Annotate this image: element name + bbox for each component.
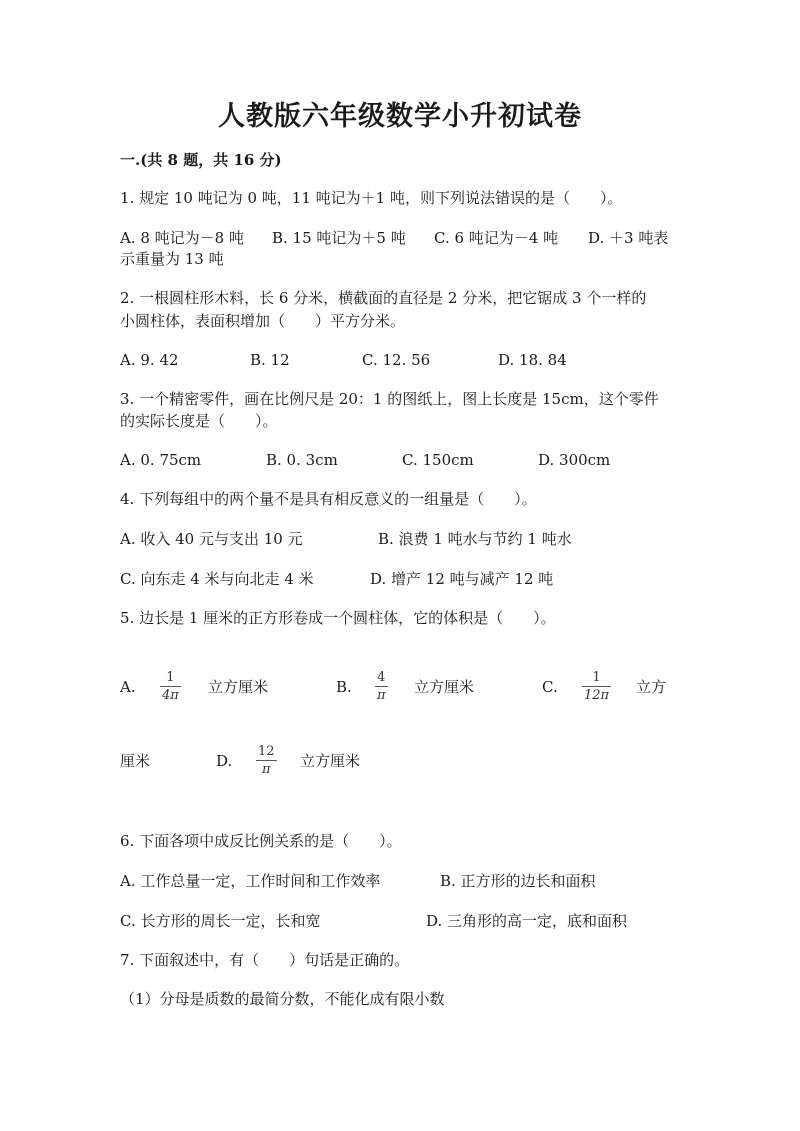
question-5-stem: 5. 边长是 1 厘米的正方形卷成一个圆柱体，它的体积是（ ）。 [120,609,556,627]
question-3-option-b: B. 0. 3cm [266,451,338,469]
fraction-denominator: 4π [162,688,179,703]
question-5-option-d-unit: 立方厘米 [300,752,361,770]
question-6-option-b: B. 正方形的边长和面积 [440,872,596,890]
question-2-option-b: B. 12 [250,351,290,369]
fraction-numerator: 1 [166,670,175,685]
question-4-option-d: D. 增产 12 吨与减产 12 吨 [370,570,554,588]
question-5-option-a-unit: 立方厘米 [208,678,269,696]
question-5-option-b-label: B. [336,678,352,696]
question-1-option-d-cont: 示重量为 13 吨 [120,250,224,268]
question-4-option-c: C. 向东走 4 米与向北走 4 米 [120,570,314,588]
question-4-stem: 4. 下列每组中的两个量不是具有相反意义的一组量是（ ）。 [120,490,537,508]
question-7-stem: 7. 下面叙述中，有（ ）句话是正确的。 [120,951,410,969]
question-6-option-c: C. 长方形的周长一定，长和宽 [120,912,321,930]
question-5-option-c-label: C. [542,678,558,696]
question-6-option-d: D. 三角形的高一定，底和面积 [426,912,628,930]
question-2-stem-line1: 2. 一根圆柱形木料，长 6 分米，横截面的直径是 2 分米，把它锯成 3 个一样的 [120,289,647,307]
fraction-numerator: 1 [592,670,601,685]
question-2-stem-line2: 小圆柱体，表面积增加（ ）平方分米。 [120,312,406,330]
question-6-option-a: A. 工作总量一定，工作时间和工作效率 [120,872,381,890]
question-1-stem: 1. 规定 10 吨记为 0 吨，11 吨记为＋1 吨，则下列说法错误的是（ ）。 [120,189,623,207]
question-5-option-c-fraction [582,670,611,704]
fraction-denominator: π [377,688,386,703]
question-3-option-a: A. 0. 75cm [120,451,202,469]
question-3-option-c: C. 150cm [402,451,474,469]
question-1-option-b: B. 15 吨记为＋5 吨 [272,229,406,247]
question-2-option-c: C. 12. 56 [362,351,431,369]
fraction-denominator: 12π [584,688,610,703]
question-4-option-a: A. 收入 40 元与支出 10 元 [120,530,303,548]
question-2-option-d: D. 18. 84 [498,351,567,369]
question-5-option-b-unit: 立方厘米 [414,678,475,696]
fraction-numerator: 4 [377,670,386,685]
question-7-statement-1: （1）分母是质数的最简分数，不能化成有限小数 [120,990,445,1008]
question-2-option-a: A. 9. 42 [120,351,179,369]
question-5-option-c-unit-cont: 厘米 [120,752,151,770]
question-3-stem-line1: 3. 一个精密零件，画在比例尺是 20：1 的图纸上，图上长度是 15cm，这个零件 [120,390,659,408]
question-5-option-b-fraction [375,670,388,704]
question-4-option-b: B. 浪费 1 吨水与节约 1 吨水 [378,530,572,548]
question-5-option-c-unit: 立方 [636,678,667,696]
question-5-option-d-fraction [256,744,277,778]
question-1-option-d: D. ＋3 吨表 [588,229,669,247]
page-title: 人教版六年级数学小升初试卷 [218,101,582,132]
fraction-denominator: π [262,762,271,777]
question-3-option-d: D. 300cm [538,451,611,469]
question-1-option-a: A. 8 吨记为－8 吨 [120,229,244,247]
section-heading: 一.(共 8 题，共 16 分) [120,151,282,169]
fraction-numerator: 12 [258,744,275,759]
question-5-option-a-label: A. [120,678,136,696]
question-3-stem-line2: 的实际长度是（ ）。 [120,412,278,430]
question-5-option-d-label: D. [216,752,233,770]
question-1-option-c: C. 6 吨记为－4 吨 [434,229,559,247]
question-6-stem: 6. 下面各项中成反比例关系的是（ ）。 [120,832,402,850]
question-5-option-a-fraction [160,670,181,704]
